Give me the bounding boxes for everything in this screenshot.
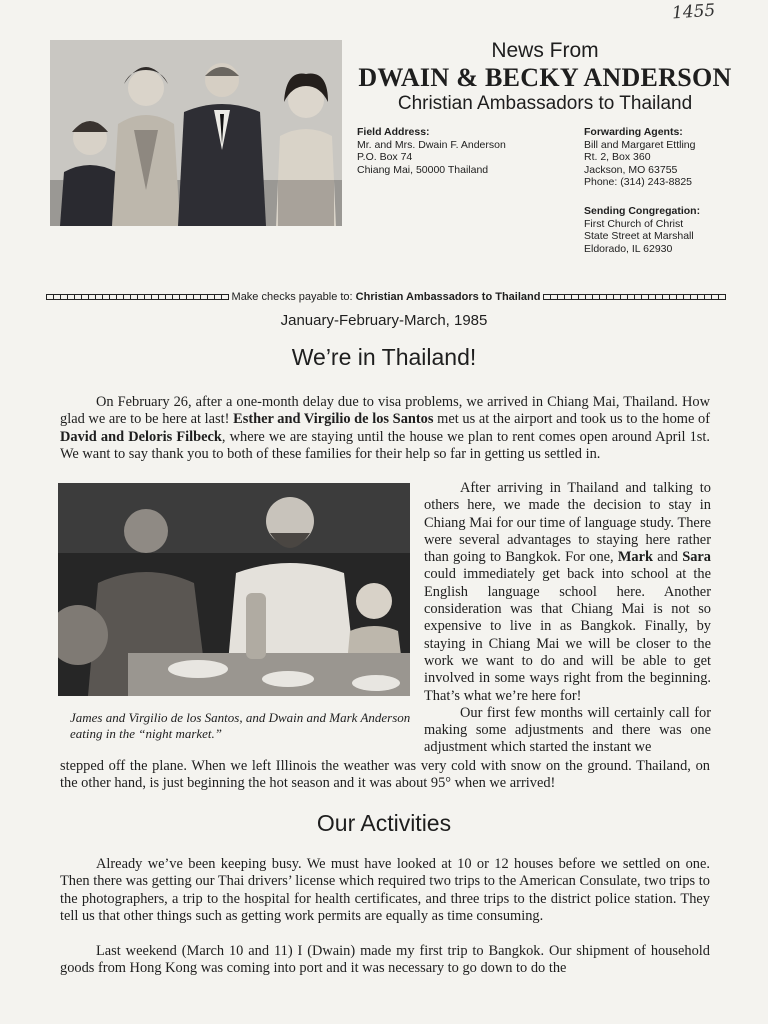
forwarding-agents-line: Jackson, MO 63755	[584, 163, 678, 176]
continuation-paragraph: stepped off the plane. When we left Illinois the weather was very cold with snow on the ground. Thailand, on the other hand, is just beginning the hot season and it was about 95° when we arrived!	[60, 758, 710, 792]
payable-note	[229, 290, 544, 304]
section-title-activities: Our Activities	[316, 810, 452, 836]
sending-congregation-line: First Church of Christ	[584, 217, 684, 230]
section-title-thailand: We’re in Thailand!	[291, 344, 477, 370]
newsletter-masthead	[350, 38, 740, 116]
payable-prefix: Make checks payable to:	[231, 291, 353, 303]
field-address-line: Mr. and Mrs. Dwain F. Anderson	[357, 138, 506, 151]
intro-paragraph	[60, 394, 710, 463]
right-column-text-run: After arriving in Thailand and talking to others here, we made the decision to stay in Chiang Mai for our time of language study. There were several advantages to staying here rather than going to Bangkok. For one,	[424, 480, 711, 566]
activities-paragraph-1: Already we’ve been keeping busy. We must have looked at 10 or 12 houses before we settled on one. Then there was getting our Thai drivers’ license which required two trips to the American Consulate, two trips to the photographers, a trip to the hospital for health certificates, and three trips to the district police station. They tell us that other things such as getting work permits are equally as time consuming.	[60, 856, 710, 924]
chain-divider-right	[543, 294, 726, 300]
intro-name: David and Deloris Filbeck	[60, 428, 222, 445]
sending-congregation	[584, 205, 754, 255]
adjustment-paragraph: Our first few months will certainly call for making some adjustments and there was one adjustment which started the instant we	[424, 704, 711, 756]
sending-congregation-line: Eldorado, IL 62930	[584, 242, 673, 255]
sending-congregation-heading: Sending Congregation:	[584, 205, 701, 217]
field-address	[357, 126, 567, 176]
forwarding-agents-line: Rt. 2, Box 360	[584, 151, 651, 163]
right-column-text	[424, 480, 711, 757]
forwarding-agents-heading: Forwarding Agents:	[584, 126, 683, 138]
handwritten-note: 1455	[671, 0, 716, 24]
intro-name: Esther and Virgilio de los Santos	[233, 411, 434, 428]
activities-paragraph-2: Last weekend (March 10 and 11) I (Dwain) made my first trip to Bangkok. Our shipment of household goods from Hong Kong was coming into port and it was necessary to go down to do the	[60, 943, 710, 977]
masthead-names: DWAIN & BECKY ANDERSON	[358, 63, 732, 92]
payable-divider	[46, 290, 726, 304]
field-address-line: P.O. Box 74	[357, 151, 413, 163]
field-address-heading: Field Address:	[357, 126, 430, 138]
intro-text: On February 26, after a one-month delay due to visa problems, we arrived in Chiang Mai, Thailand. How glad we are to be here at last!	[60, 394, 710, 428]
right-column-text-run: could immediately get back into school at the English language school here. Another consideration was that Chiang Mai is not so expensive to live in as Bangkok. Finally, by staying in Chiang Mai we will be closer to the work we want to do and will be able to get involved in some ways right from the beginning. That’s what we’re here for!	[424, 566, 711, 704]
issue-date: January-February-March, 1985	[280, 312, 488, 329]
intro-text: met us at the airport and took us to the home of	[437, 411, 711, 428]
family-photo	[50, 40, 342, 226]
payable-name: Christian Ambassadors to Thailand	[355, 291, 541, 303]
night-market-photo	[58, 483, 410, 696]
sending-congregation-line: State Street at Marshall	[584, 230, 694, 242]
child-name: Mark	[617, 549, 654, 566]
chain-divider-left	[46, 294, 229, 300]
forwarding-agents-line: Bill and Margaret Ettling	[584, 138, 696, 151]
photo-caption: James and Virgilio de los Santos, and Dwain and Mark Anderson eating in the “night market.”	[70, 710, 411, 741]
field-address-line: Chiang Mai, 50000 Thailand	[357, 163, 489, 176]
child-name: Sara	[682, 549, 711, 566]
forwarding-agents-line: Phone: (314) 243-8825	[584, 176, 692, 188]
right-column-text-run: and	[657, 549, 678, 566]
masthead-kicker: News From	[491, 39, 599, 62]
intro-text: , where we are staying until the house we plan to rent comes open around April 1st. We want to say thank you to both of these families for their help so far in getting us settled in.	[60, 428, 710, 462]
forwarding-agents	[584, 126, 754, 189]
right-column-paragraph	[424, 480, 711, 705]
masthead-organization: Christian Ambassadors to Thailand	[397, 93, 693, 114]
